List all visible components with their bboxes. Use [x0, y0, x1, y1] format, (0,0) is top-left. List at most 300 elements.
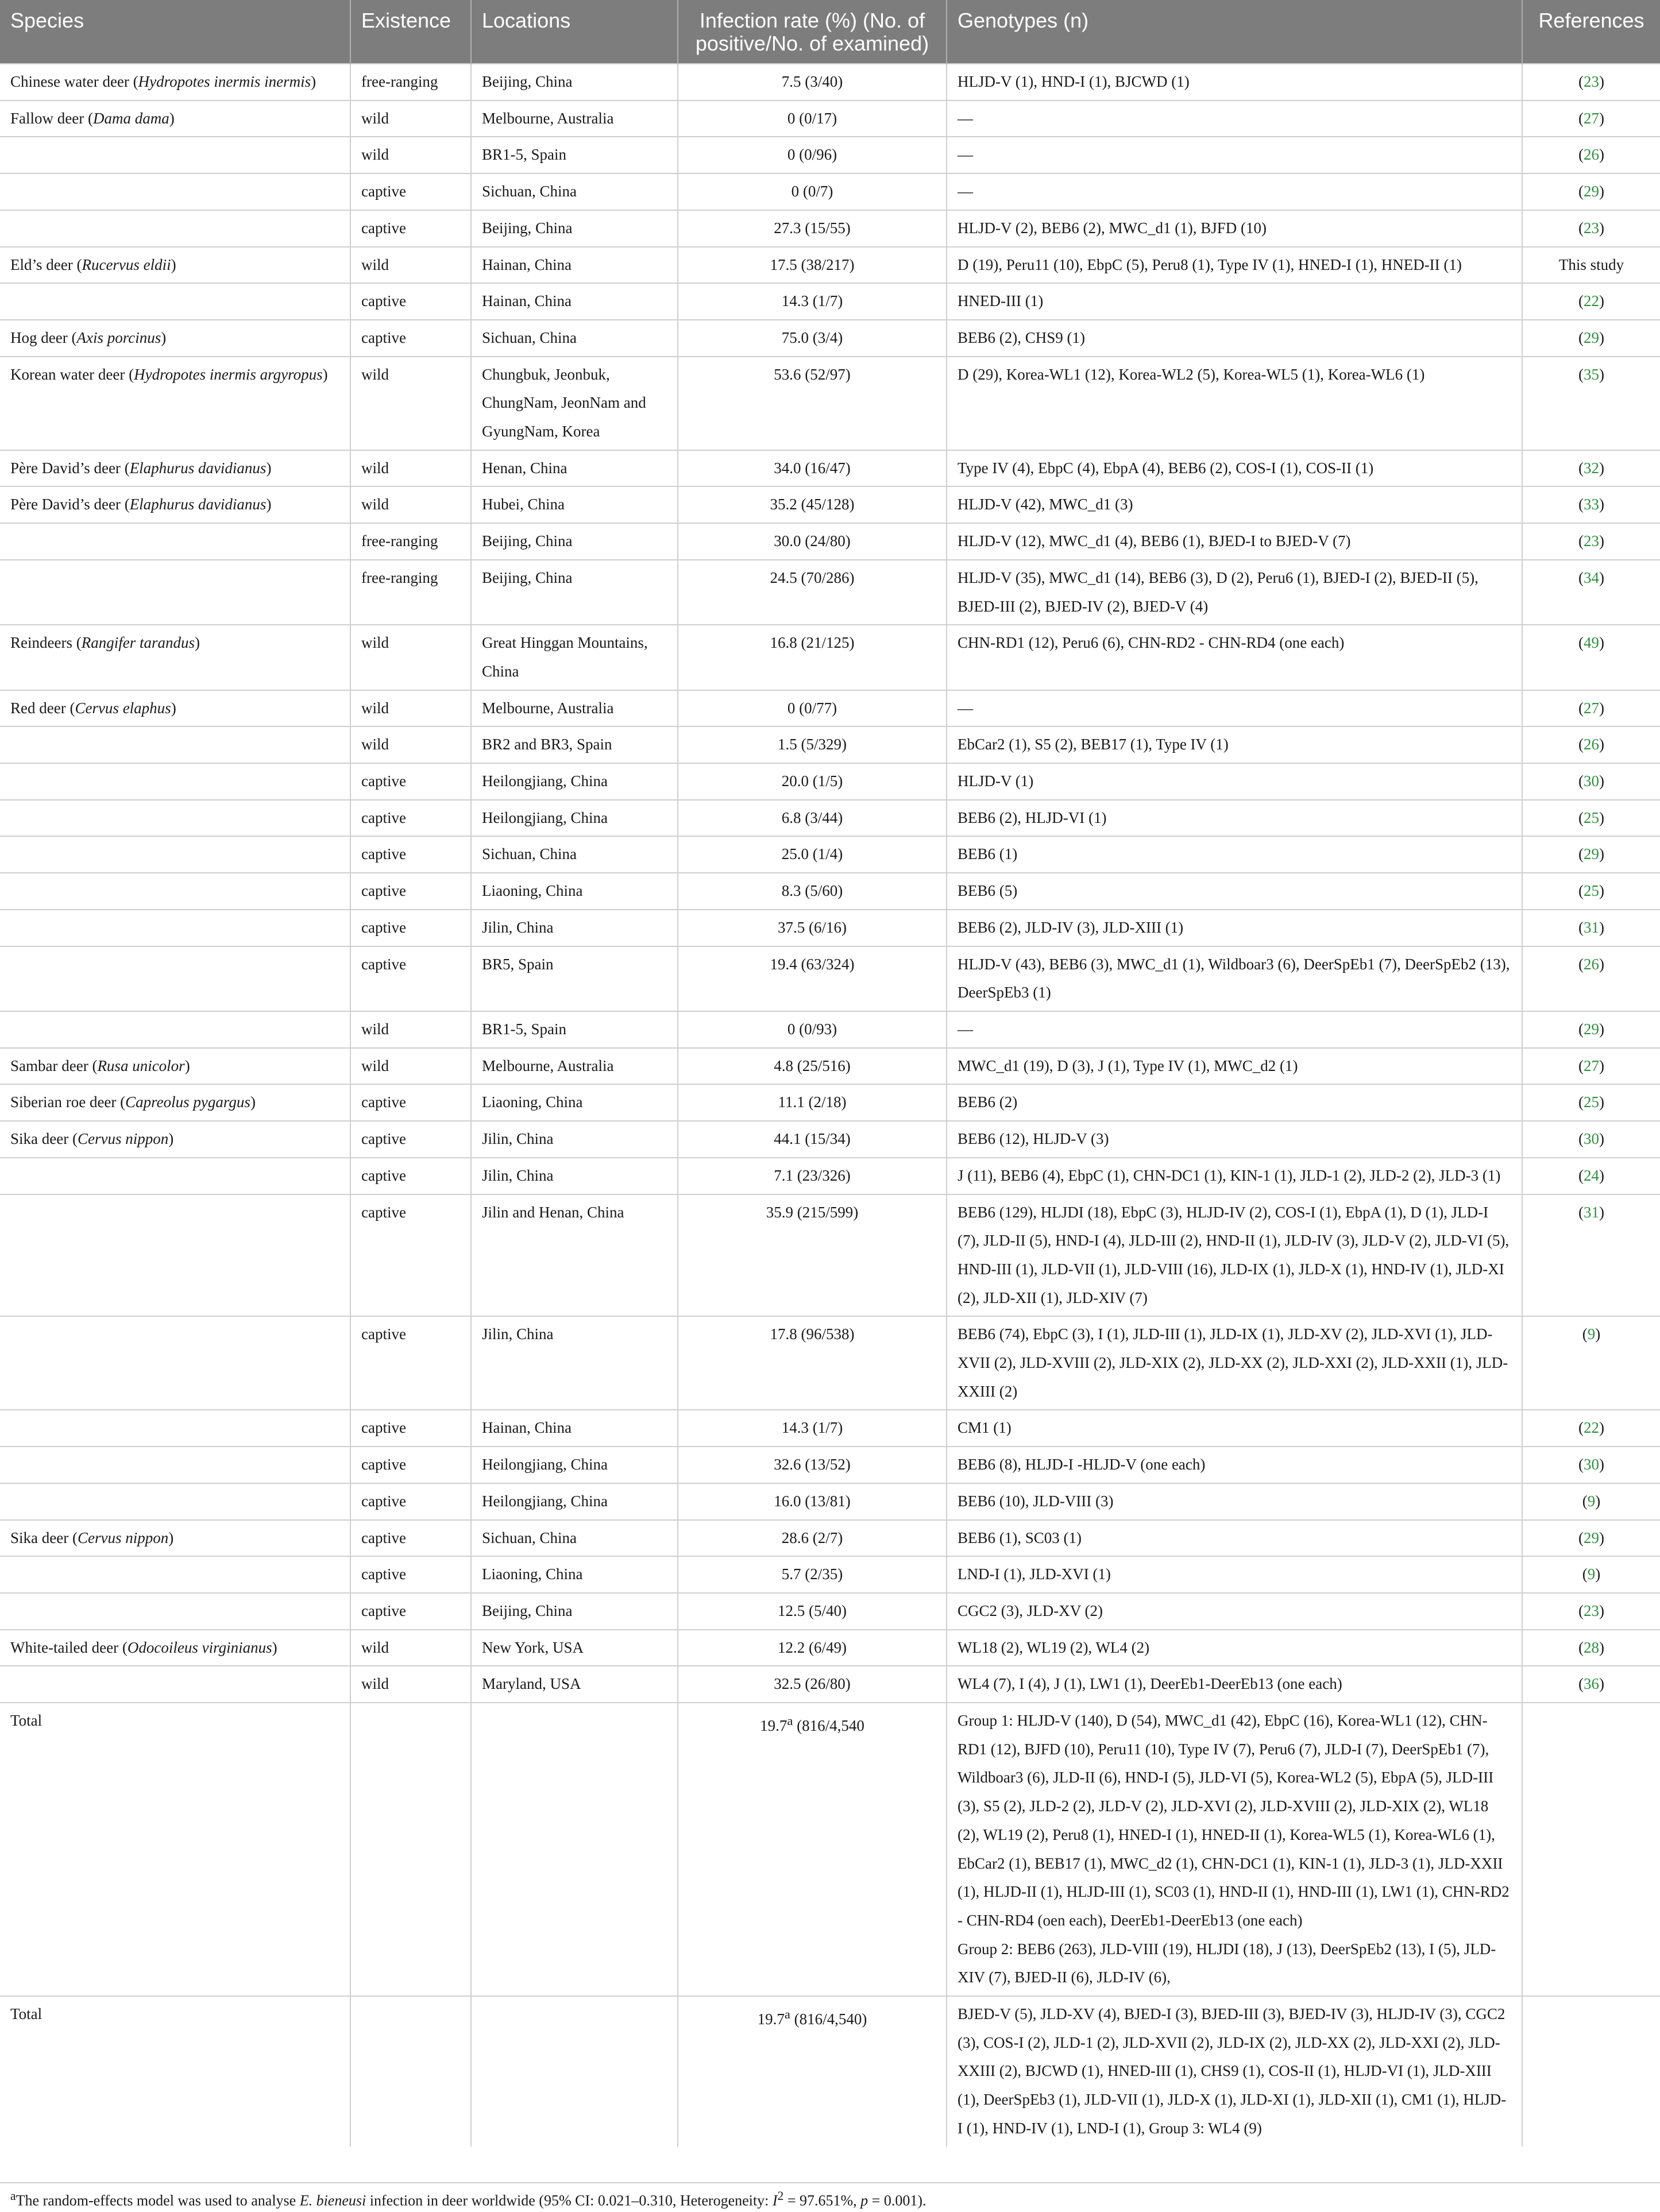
total-label-cell: Total — [0, 1996, 350, 2147]
genotypes-cell: BEB6 (2), JLD-IV (3), JLD-XIII (1) — [947, 910, 1522, 946]
total-reference-cell — [1522, 1996, 1660, 2147]
genotypes-cell: BEB6 (2), CHS9 (1) — [947, 320, 1522, 357]
total-existence-cell — [350, 1703, 471, 1996]
species-latin: Hydropotes inermis inermis — [138, 73, 311, 90]
location-cell: Liaoning, China — [471, 1084, 678, 1121]
genotypes-cell: BEB6 (129), HLJDI (18), EbpC (3), HLJD-IV (2), COS-I (1), EbpA (1), D (1), JLD-I (7), JLD-II (5), HND-I (4), JLD-III (2), HND-II (1), JLD-IV (3), JLD-V (2), JLD-VI (5), HND-III (1), JLD-VII (1), JLD-VIII (16), JLD-IX (1), JLD-X (1), HND-IV (1), JLD-XI (2), JLD-XII (1), JLD-XIV (7) — [947, 1194, 1522, 1317]
infection-rate-cell: 0 (0/93) — [678, 1011, 947, 1048]
reference-cell: (29) — [1522, 1520, 1660, 1557]
existence-cell: captive — [350, 173, 471, 210]
species-latin: Elaphurus davidianus — [129, 496, 267, 513]
genotypes-cell: HLJD-V (2), BEB6 (2), MWC_d1 (1), BJFD (10) — [947, 210, 1522, 247]
species-cell — [0, 1316, 350, 1410]
existence-cell: wild — [350, 1666, 471, 1703]
existence-cell: captive — [350, 210, 471, 247]
genotypes-cell: WL18 (2), WL19 (2), WL4 (2) — [947, 1630, 1522, 1666]
total-rate-cell — [678, 1703, 947, 1996]
infection-rate-cell: 0 (0/17) — [678, 100, 947, 137]
species-cell: Red deer (Cervus elaphus) — [0, 690, 350, 727]
location-cell: Henan, China — [471, 450, 678, 487]
reference-link[interactable]: 36 — [1584, 1675, 1599, 1693]
reference-cell: (22) — [1522, 1410, 1660, 1447]
location-cell: Jilin and Henan, China — [471, 1194, 678, 1317]
total-existence-cell — [350, 1996, 471, 2147]
species-name: Hog deer — [10, 328, 68, 346]
reference-link[interactable]: 26 — [1584, 146, 1599, 164]
existence-cell: wild — [350, 690, 471, 727]
infection-rate-cell: 24.5 (70/286) — [678, 560, 947, 625]
footnote — [10, 2189, 1647, 2210]
location-cell: New York, USA — [471, 1630, 678, 1666]
reference-cell: (36) — [1522, 1666, 1660, 1703]
species-cell — [0, 210, 350, 247]
total-rate-cell — [678, 1996, 947, 2147]
infection-rate-cell: 27.3 (15/55) — [678, 210, 947, 247]
location-cell: Liaoning, China — [471, 1556, 678, 1593]
existence-cell: captive — [350, 1593, 471, 1630]
reference-link[interactable]: 23 — [1584, 73, 1599, 90]
table-row — [0, 486, 1660, 523]
infection-rate-cell: 53.6 (52/97) — [678, 357, 947, 450]
table-row — [0, 1048, 1660, 1085]
species-name: Père David’s deer — [10, 496, 121, 513]
reference-cell: (30) — [1522, 1121, 1660, 1158]
reference-link[interactable]: 24 — [1584, 1166, 1599, 1184]
reference-link[interactable]: 27 — [1584, 1057, 1599, 1074]
genotypes-cell: Type IV (4), EbpC (4), EbpA (4), BEB6 (2), COS-I (1), COS-II (1) — [947, 450, 1522, 487]
species-cell: Korean water deer (Hydropotes inermis argyropus) — [0, 357, 350, 450]
reference-link[interactable]: 22 — [1584, 292, 1599, 310]
genotypes-cell: J (11), BEB6 (4), EbpC (1), CHN-DC1 (1), KIN-1 (1), JLD-1 (2), JLD-2 (2), JLD-3 (1) — [947, 1158, 1522, 1194]
species-name: Siberian roe deer — [10, 1093, 117, 1111]
reference-cell: (23) — [1522, 1593, 1660, 1630]
total-genotypes-group: BJED-V (5), JLD-XV (4), BJED-I (3), BJED-III (3), BJED-IV (3), HLJD-IV (3), CGC2 (3), COS-I (2), JLD-1 (2), JLD-XVII (2), JLD-IX (2), JLD-XX (2), JLD-XXI (2), JLD-XXIII (2), BJCWD (1), HNED-III (1), CHS9 (1), COS-II (1), HLJD-VI (1), JLD-XIII (1), DeerSpEb3 (1), JLD-VII (1), JLD-X (1), JLD-XI (1), JLD-XII (1), CM1 (1), HLJD-I (1), HND-IV (1), LND-I (1), Group 3: WL4 (9) — [958, 2005, 1507, 2137]
species-latin: Elaphurus davidianus — [129, 459, 267, 477]
species-cell — [0, 523, 350, 560]
existence-cell: wild — [350, 1011, 471, 1048]
location-cell: Beijing, China — [471, 64, 678, 100]
table-row — [0, 726, 1660, 763]
table-row — [0, 1121, 1660, 1158]
table-row — [0, 283, 1660, 320]
reference-cell: (34) — [1522, 560, 1660, 625]
table-row — [0, 450, 1660, 487]
table-row — [0, 763, 1660, 800]
species-latin: Dama dama — [92, 109, 169, 127]
genotypes-cell: BEB6 (10), JLD-VIII (3) — [947, 1483, 1522, 1520]
table-row — [0, 523, 1660, 560]
table-row — [0, 137, 1660, 173]
location-cell: Beijing, China — [471, 560, 678, 625]
reference-link[interactable]: 30 — [1584, 772, 1599, 790]
table-row — [0, 690, 1660, 727]
reference-cell: (26) — [1522, 726, 1660, 763]
total-rate-count: (816/4,540 — [793, 1717, 864, 1735]
total-location-cell — [471, 1703, 678, 1996]
footnote-middle: infection in deer worldwide (95% CI: 0.021–0.310, Heterogeneity: — [366, 2192, 773, 2209]
table-row — [0, 1194, 1660, 1317]
reference-cell: (29) — [1522, 173, 1660, 210]
infection-rate-cell: 0 (0/77) — [678, 690, 947, 727]
genotypes-cell: EbCar2 (1), S5 (2), BEB17 (1), Type IV (1) — [947, 726, 1522, 763]
reference-link[interactable]: 25 — [1584, 1093, 1599, 1111]
species-cell — [0, 1593, 350, 1630]
total-genotypes-cell — [947, 1996, 1522, 2147]
location-cell: Heilongjiang, China — [471, 1447, 678, 1483]
existence-cell: wild — [350, 450, 471, 487]
genotypes-cell: HLJD-V (1), HND-I (1), BJCWD (1) — [947, 64, 1522, 100]
infection-rate-cell: 32.6 (13/52) — [678, 1447, 947, 1483]
reference-cell: (26) — [1522, 137, 1660, 173]
species-cell — [0, 763, 350, 800]
header-references: References — [1522, 0, 1660, 64]
reference-cell: (25) — [1522, 800, 1660, 837]
reference-cell: (26) — [1522, 946, 1660, 1011]
reference-link[interactable]: 49 — [1584, 634, 1599, 652]
species-cell: Sika deer (Cervus nippon) — [0, 1121, 350, 1158]
location-cell: Chungbuk, Jeonbuk, ChungNam, JeonNam and GyungNam, Korea — [471, 357, 678, 450]
location-cell: Hainan, China — [471, 1410, 678, 1447]
species-cell: Siberian roe deer (Capreolus pygargus) — [0, 1084, 350, 1121]
reference-link[interactable]: 25 — [1584, 882, 1599, 900]
location-cell: BR2 and BR3, Spain — [471, 726, 678, 763]
infection-rate-cell: 6.8 (3/44) — [678, 800, 947, 837]
reference-link[interactable]: 29 — [1584, 1020, 1599, 1038]
reference-link[interactable]: 23 — [1584, 532, 1599, 550]
infection-rate-cell: 32.5 (26/80) — [678, 1666, 947, 1703]
reference-cell: (35) — [1522, 357, 1660, 450]
total-location-cell — [471, 1996, 678, 2147]
table-row — [0, 1483, 1660, 1520]
species-cell: Fallow deer (Dama dama) — [0, 100, 350, 137]
existence-cell: captive — [350, 800, 471, 837]
location-cell: Maryland, USA — [471, 1666, 678, 1703]
infection-rate-cell: 0 (0/7) — [678, 173, 947, 210]
existence-cell: wild — [350, 137, 471, 173]
species-cell — [0, 1194, 350, 1317]
genotypes-cell: BEB6 (12), HLJD-V (3) — [947, 1121, 1522, 1158]
infection-rate-cell: 14.3 (1/7) — [678, 283, 947, 320]
location-cell: Heilongjiang, China — [471, 800, 678, 837]
species-cell — [0, 800, 350, 837]
reference-link[interactable]: 29 — [1584, 328, 1599, 346]
total-row — [0, 1996, 1660, 2147]
infection-rate-cell: 4.8 (25/516) — [678, 1048, 947, 1085]
genotypes-cell: CGC2 (3), JLD-XV (2) — [947, 1593, 1522, 1630]
location-cell: Jilin, China — [471, 910, 678, 946]
existence-cell: captive — [350, 283, 471, 320]
footnote-i2-sup: 2 — [777, 2189, 784, 2203]
reference-link[interactable]: 28 — [1584, 1638, 1599, 1656]
reference-cell: (22) — [1522, 283, 1660, 320]
reference-link[interactable]: 29 — [1584, 183, 1599, 200]
genotypes-cell: CHN-RD1 (12), Peru6 (6), CHN-RD2 - CHN-RD4 (one each) — [947, 625, 1522, 690]
total-label-cell: Total — [0, 1703, 350, 1996]
header-existence: Existence — [350, 0, 471, 64]
existence-cell: captive — [350, 873, 471, 910]
location-cell: Heilongjiang, China — [471, 1483, 678, 1520]
species-latin: Capreolus pygargus — [125, 1093, 250, 1111]
reference-cell: (28) — [1522, 1630, 1660, 1666]
species-latin: Hydropotes inermis argyropus — [134, 365, 323, 383]
reference-link[interactable]: 34 — [1584, 569, 1599, 586]
reference-link[interactable]: 29 — [1584, 845, 1599, 863]
species-cell — [0, 1483, 350, 1520]
reference-cell: (29) — [1522, 320, 1660, 357]
species-name: Fallow deer — [10, 109, 84, 127]
reference-link[interactable]: 30 — [1584, 1456, 1599, 1474]
existence-cell: captive — [350, 320, 471, 357]
total-rate-count: (816/4,540) — [790, 2010, 867, 2028]
species-cell: Eld’s deer (Rucervus eldii) — [0, 247, 350, 284]
reference-link[interactable]: 27 — [1584, 109, 1599, 127]
location-cell: Beijing, China — [471, 210, 678, 247]
existence-cell: wild — [350, 247, 471, 284]
infection-rate-cell: 11.1 (2/18) — [678, 1084, 947, 1121]
infection-rate-cell: 28.6 (2/7) — [678, 1520, 947, 1557]
species-cell — [0, 1410, 350, 1447]
existence-cell: captive — [350, 763, 471, 800]
total-reference-cell — [1522, 1703, 1660, 1996]
reference-link[interactable]: 9 — [1587, 1325, 1596, 1343]
table-row — [0, 836, 1660, 873]
footnote-i2: I — [772, 2192, 778, 2209]
infection-rate-cell: 8.3 (5/60) — [678, 873, 947, 910]
infection-rate-cell: 7.5 (3/40) — [678, 64, 947, 100]
genotypes-cell: D (19), Peru11 (10), EbpC (5), Peru8 (1), Type IV (1), HNED-I (1), HNED-II (1) — [947, 247, 1522, 284]
infection-rate-cell: 17.8 (96/538) — [678, 1316, 947, 1410]
species-cell — [0, 1158, 350, 1194]
reference-link[interactable]: 26 — [1584, 736, 1599, 753]
location-cell: Beijing, China — [471, 1593, 678, 1630]
existence-cell: free-ranging — [350, 64, 471, 100]
reference-link[interactable]: 26 — [1584, 955, 1599, 973]
location-cell: Sichuan, China — [471, 1520, 678, 1557]
table-row — [0, 1158, 1660, 1194]
reference-cell: (24) — [1522, 1158, 1660, 1194]
location-cell: Liaoning, China — [471, 873, 678, 910]
infection-rate-cell: 34.0 (16/47) — [678, 450, 947, 487]
species-cell — [0, 836, 350, 873]
location-cell: Hainan, China — [471, 247, 678, 284]
table-row — [0, 173, 1660, 210]
total-rate-sup: a — [787, 1714, 793, 1728]
genotypes-cell: HLJD-V (1) — [947, 763, 1522, 800]
infection-rate-cell: 44.1 (15/34) — [678, 1121, 947, 1158]
reference-cell: (23) — [1522, 523, 1660, 560]
species-name: Red deer — [10, 699, 66, 717]
total-row — [0, 1703, 1660, 1996]
footnote-prefix: The random-effects model was used to analyse — [16, 2192, 300, 2209]
existence-cell: captive — [350, 836, 471, 873]
existence-cell: wild — [350, 1048, 471, 1085]
table-row — [0, 210, 1660, 247]
infection-rate-cell: 19.4 (63/324) — [678, 946, 947, 1011]
reference-link[interactable]: 33 — [1584, 496, 1599, 513]
location-cell: Melbourne, Australia — [471, 690, 678, 727]
table-row — [0, 1666, 1660, 1703]
species-cell: Chinese water deer (Hydropotes inermis inermis) — [0, 64, 350, 100]
infection-rate-cell: 17.5 (38/217) — [678, 247, 947, 284]
genotypes-cell: — — [947, 137, 1522, 173]
table-row — [0, 1630, 1660, 1666]
reference-cell: (33) — [1522, 486, 1660, 523]
table-row — [0, 1316, 1660, 1410]
infection-rate-cell: 12.5 (5/40) — [678, 1593, 947, 1630]
reference-cell: (30) — [1522, 763, 1660, 800]
table-row — [0, 910, 1660, 946]
genotypes-cell: MWC_d1 (19), D (3), J (1), Type IV (1), MWC_d2 (1) — [947, 1048, 1522, 1085]
total-rate-value: 19.7 — [757, 2010, 785, 2028]
genotypes-cell: HLJD-V (12), MWC_d1 (4), BEB6 (1), BJED-I to BJED-V (7) — [947, 523, 1522, 560]
reference-link[interactable]: 9 — [1587, 1492, 1596, 1510]
genotypes-cell: BEB6 (2), HLJD-VI (1) — [947, 800, 1522, 837]
genotypes-cell: BEB6 (8), HLJD-I -HLJD-V (one each) — [947, 1447, 1522, 1483]
species-name: Korean water deer — [10, 365, 125, 383]
genotypes-cell: HLJD-V (43), BEB6 (3), MWC_d1 (1), Wildboar3 (6), DeerSpEb1 (7), DeerSpEb2 (13), DeerSpEb3 (1) — [947, 946, 1522, 1011]
infection-rate-cell: 20.0 (1/5) — [678, 763, 947, 800]
infection-rate-cell: 35.2 (45/128) — [678, 486, 947, 523]
table-row — [0, 320, 1660, 357]
reference-link[interactable]: 25 — [1584, 809, 1599, 826]
species-name: White-tailed deer — [10, 1638, 119, 1656]
infection-rate-cell: 37.5 (6/16) — [678, 910, 947, 946]
species-cell — [0, 946, 350, 1011]
species-latin: Cervus elaphus — [75, 699, 171, 717]
species-cell — [0, 1011, 350, 1048]
total-genotypes-group-2: Group 2: BEB6 (263), JLD-VIII (19), HLJDI (18), J (13), DeerSpEb2 (13), I (5), JLD-XIV (7), BJED-II (6), JLD-IV (6), — [958, 1940, 1496, 1986]
reference-cell — [1522, 247, 1660, 284]
reference-cell: (25) — [1522, 1084, 1660, 1121]
footnote-suffix-b: = 0.001). — [868, 2192, 926, 2209]
genotypes-cell: HLJD-V (35), MWC_d1 (14), BEB6 (3), D (2), Peru6 (1), BJED-I (2), BJED-II (5), BJED-III (2), BJED-IV (2), BJED-V (4) — [947, 560, 1522, 625]
reference-link[interactable]: 35 — [1584, 365, 1599, 383]
reference-link[interactable]: 31 — [1584, 1203, 1599, 1221]
header-species: Species — [0, 0, 350, 64]
genotypes-cell: BEB6 (5) — [947, 873, 1522, 910]
genotypes-cell: HLJD-V (42), MWC_d1 (3) — [947, 486, 1522, 523]
existence-cell: wild — [350, 625, 471, 690]
table-row — [0, 560, 1660, 625]
existence-cell: captive — [350, 1194, 471, 1317]
reference-cell: (31) — [1522, 910, 1660, 946]
reference-cell: (30) — [1522, 1447, 1660, 1483]
location-cell: Melbourne, Australia — [471, 1048, 678, 1085]
reference-link[interactable]: 23 — [1584, 219, 1599, 237]
location-cell: Melbourne, Australia — [471, 100, 678, 137]
infection-rate-cell: 14.3 (1/7) — [678, 1410, 947, 1447]
table-row — [0, 946, 1660, 1011]
reference-cell: (9) — [1522, 1556, 1660, 1593]
table-row — [0, 1556, 1660, 1593]
species-latin: Rusa unicolor — [97, 1057, 185, 1074]
existence-cell: captive — [350, 1121, 471, 1158]
infection-rate-cell: 1.5 (5/329) — [678, 726, 947, 763]
total-rate-value: 19.7 — [760, 1717, 787, 1735]
species-name: Père David’s deer — [10, 459, 121, 477]
existence-cell: wild — [350, 726, 471, 763]
species-cell: Père David’s deer (Elaphurus davidianus) — [0, 450, 350, 487]
total-rate-sup: a — [784, 2007, 790, 2022]
table-row — [0, 357, 1660, 450]
table-row — [0, 873, 1660, 910]
infection-rate-cell: 16.0 (13/81) — [678, 1483, 947, 1520]
reference-cell: (49) — [1522, 625, 1660, 690]
reference-cell: (29) — [1522, 1011, 1660, 1048]
existence-cell: captive — [350, 1556, 471, 1593]
reference-cell: (27) — [1522, 100, 1660, 137]
reference-cell: (23) — [1522, 210, 1660, 247]
location-cell: Sichuan, China — [471, 836, 678, 873]
reference-cell: (9) — [1522, 1483, 1660, 1520]
table-row — [0, 1447, 1660, 1483]
reference-link[interactable]: 27 — [1584, 699, 1599, 717]
existence-cell: free-ranging — [350, 560, 471, 625]
existence-cell: free-ranging — [350, 523, 471, 560]
infection-rate-cell: 7.1 (23/326) — [678, 1158, 947, 1194]
table-row — [0, 1520, 1660, 1557]
reference-cell: (23) — [1522, 64, 1660, 100]
reference-link[interactable]: 29 — [1584, 1529, 1599, 1546]
species-name: Eld’s deer — [10, 256, 73, 273]
species-cell — [0, 173, 350, 210]
existence-cell: captive — [350, 910, 471, 946]
reference-cell: (32) — [1522, 450, 1660, 487]
genotypes-cell: HNED-III (1) — [947, 283, 1522, 320]
species-cell — [0, 873, 350, 910]
table-row — [0, 64, 1660, 100]
existence-cell: captive — [350, 1158, 471, 1194]
reference-link[interactable]: 32 — [1584, 459, 1599, 477]
existence-cell: captive — [350, 1410, 471, 1447]
header-row — [0, 0, 1660, 64]
species-cell — [0, 726, 350, 763]
header-infection-rate: Infection rate (%) (No. of positive/No. of examined) — [678, 0, 947, 64]
footnote-suffix-a: = 97.651%, — [783, 2192, 861, 2209]
genotypes-cell: — — [947, 173, 1522, 210]
location-cell: Jilin, China — [471, 1316, 678, 1410]
existence-cell: wild — [350, 486, 471, 523]
species-cell — [0, 560, 350, 625]
reference-link[interactable]: 22 — [1584, 1419, 1599, 1437]
species-cell: Sika deer (Cervus nippon) — [0, 1520, 350, 1557]
species-name: Chinese water deer — [10, 73, 129, 90]
genotypes-cell: — — [947, 690, 1522, 727]
species-cell — [0, 910, 350, 946]
reference-link[interactable]: 30 — [1584, 1130, 1599, 1148]
existence-cell: captive — [350, 1520, 471, 1557]
genotypes-cell: BEB6 (2) — [947, 1084, 1522, 1121]
infection-rate-cell: 12.2 (6/49) — [678, 1630, 947, 1666]
reference-link[interactable]: 23 — [1584, 1602, 1599, 1619]
species-name: Sika deer — [10, 1130, 69, 1148]
species-latin: Rangifer tarandus — [81, 634, 195, 652]
infection-rate-cell: 35.9 (215/599) — [678, 1194, 947, 1317]
location-cell: BR1-5, Spain — [471, 1011, 678, 1048]
reference-cell: (25) — [1522, 873, 1660, 910]
species-cell — [0, 137, 350, 173]
table-row — [0, 625, 1660, 690]
reference-cell: (27) — [1522, 690, 1660, 727]
existence-cell: wild — [350, 100, 471, 137]
genotypes-cell: — — [947, 1011, 1522, 1048]
reference-link[interactable]: 9 — [1587, 1565, 1596, 1583]
reference-cell: (27) — [1522, 1048, 1660, 1085]
reference-link[interactable]: 31 — [1584, 918, 1599, 936]
species-latin: Rucervus eldii — [82, 256, 171, 273]
table-body — [0, 64, 1660, 2147]
table-row — [0, 1011, 1660, 1048]
